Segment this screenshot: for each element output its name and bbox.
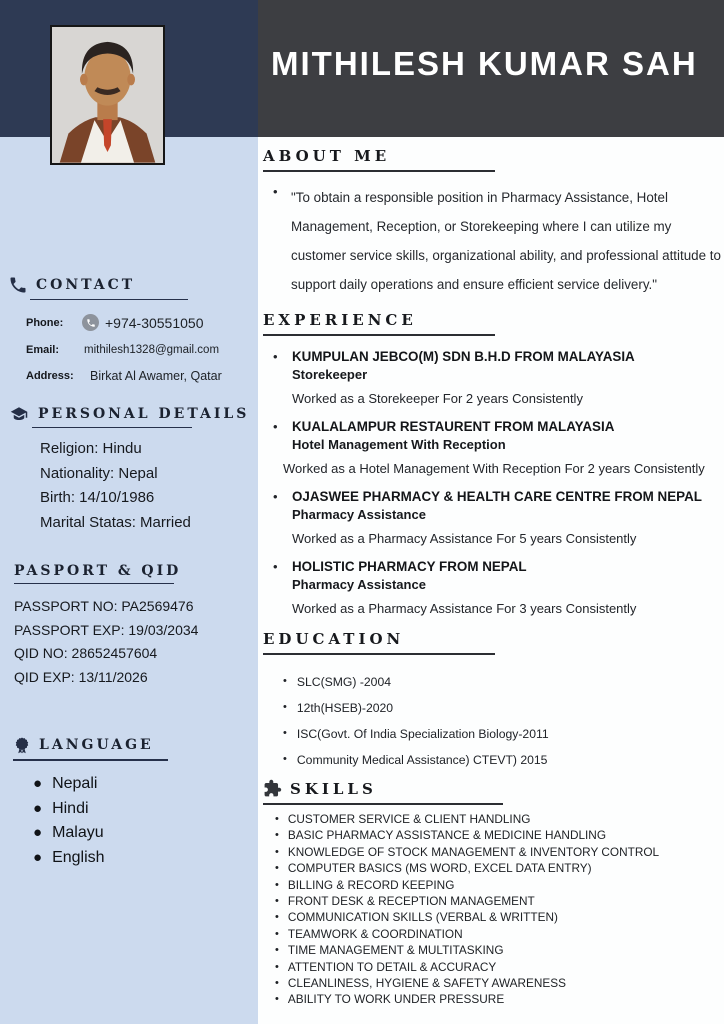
bullet: • [283, 675, 287, 687]
passport-item: PASSPORT EXP: 19/03/2034 [14, 621, 199, 638]
skills-underline [263, 803, 503, 805]
bullet: • [275, 845, 279, 858]
phone-icon [8, 275, 28, 295]
experience-item [263, 419, 724, 476]
passport-qid-title: PASPORT & QID [14, 563, 182, 579]
bullet: • [275, 895, 279, 908]
contact-title: CONTACT [36, 277, 136, 293]
puzzle-icon [263, 779, 282, 798]
passport-item: QID NO: 28652457604 [14, 645, 158, 661]
skills-section [263, 779, 724, 1008]
education-item: • 12th(HSEB)-2020 [283, 701, 394, 715]
experience-role: Storekeeper [292, 367, 368, 382]
bullet: • [275, 960, 279, 973]
personal-item: Nationality: Nepal [40, 464, 158, 482]
bullet: • [283, 727, 287, 739]
experience-company: KUALALAMPUR RESTAURENT FROM MALAYASIA [292, 419, 615, 434]
profile-photo [50, 25, 165, 165]
language-item: ● Hindi [33, 797, 258, 822]
language-underline [13, 759, 168, 761]
bullet: • [283, 701, 287, 713]
bullet: • [275, 813, 279, 825]
passport-underline [14, 583, 174, 584]
bullet: • [275, 911, 279, 924]
experience-company: HOLISTIC PHARMACY FROM NEPAL [292, 559, 527, 574]
experience-section [263, 311, 724, 616]
bullet: • [273, 489, 278, 504]
about-title: ABOUT ME [263, 147, 391, 165]
experience-item [263, 559, 724, 616]
education-title: EDUCATION [263, 630, 405, 648]
email-row [26, 344, 258, 356]
skill-item: • FRONT DESK & RECEPTION MANAGEMENT [275, 894, 535, 909]
experience-underline [263, 334, 495, 336]
personal-item: Birth: 14/10/1986 [40, 489, 155, 506]
experience-desc: Worked as a Pharmacy Assistance For 5 years Consistently [292, 531, 637, 546]
skill-item: • TIME MANAGEMENT & MULTITASKING [275, 943, 504, 958]
phone-row [26, 314, 258, 331]
email-label: Email: [26, 344, 60, 356]
experience-item [263, 349, 724, 406]
skill-item: • KNOWLEDGE OF STOCK MANAGEMENT & INVENTORY CONTROL [275, 844, 660, 859]
personal-underline [32, 427, 192, 428]
personal-item: Marital Statas: Married [40, 513, 191, 531]
skill-item: • COMPUTER BASICS (MS WORD, EXCEL DATA ENTRY) [275, 861, 592, 876]
bullet: • [283, 753, 287, 765]
language-section [0, 735, 258, 870]
email-value[interactable]: mithilesh1328@gmail.com [84, 344, 220, 356]
award-ribbon-icon [13, 735, 31, 755]
experience-company: KUMPULAN JEBCO(M) SDN B.H.D FROM MALAYASIA [292, 349, 635, 364]
education-section [263, 630, 724, 767]
experience-title: EXPERIENCE [263, 311, 417, 329]
bullet: ● [33, 775, 43, 792]
education-item: • ISC(Govt. Of India Specialization Biology-2011 [283, 727, 549, 741]
experience-desc: Worked as a Storekeeper For 2 years Consistently [292, 391, 583, 406]
address-label: Address: [26, 370, 74, 382]
experience-desc: Worked as a Pharmacy Assistance For 3 years Consistently [292, 601, 637, 616]
skill-item: • BASIC PHARMACY ASSISTANCE & MEDICINE HANDLING [275, 828, 607, 843]
passport-item: PASSPORT NO: PA2569476 [14, 598, 194, 614]
sidebar [0, 0, 258, 1024]
phone-label: Phone: [26, 316, 64, 329]
personal-details-section [0, 405, 258, 535]
phone-circle-icon [82, 314, 99, 331]
skill-item: • CUSTOMER SERVICE & CLIENT HANDLING [275, 812, 531, 826]
contact-underline [30, 299, 188, 300]
candidate-name: MITHILESH KUMAR SAH [271, 44, 698, 82]
skills-title: SKILLS [290, 779, 377, 798]
bullet: • [273, 559, 278, 574]
passport-qid-section [0, 563, 258, 689]
bullet: • [275, 993, 279, 1006]
bullet: ● [33, 799, 43, 817]
bullet: ● [33, 848, 43, 866]
about-underline [263, 170, 495, 172]
bullet: • [275, 977, 279, 990]
passport-item: QID EXP: 13/11/2026 [14, 668, 148, 685]
about-text: "To obtain a responsible position in Pharmacy Assistance, Hotel Management, Reception, or Storekeeping where I can utilize my customer service skills, organizational ability, and professional attitude to support daily operations and ensure efficient service delivery." [291, 190, 721, 292]
main-column [258, 0, 724, 1024]
education-list [263, 663, 724, 767]
experience-role: Hotel Management With Reception [292, 437, 506, 452]
about-section [263, 147, 724, 299]
experience-item [263, 489, 724, 546]
skills-list [263, 811, 724, 1008]
experience-role: Pharmacy Assistance [292, 507, 426, 522]
education-underline [263, 653, 495, 655]
personal-item: Religion: Hindu [40, 440, 142, 457]
skill-item: • BILLING & RECORD KEEPING [275, 877, 455, 892]
bullet: ● [33, 824, 43, 841]
experience-company: OJASWEE PHARMACY & HEALTH CARE CENTRE FROM NEPAL [292, 489, 702, 504]
education-item: • Community Medical Assistance) CTEVT) 2015 [283, 753, 548, 767]
portrait-illustration [52, 27, 163, 163]
experience-desc: Worked as a Hotel Management With Reception For 2 years Consistently [283, 461, 705, 476]
education-item: • SLC(SMG) -2004 [283, 675, 392, 689]
language-title: LANGUAGE [39, 737, 154, 753]
language-item: ● Malayu [33, 821, 258, 846]
bullet: • [273, 419, 278, 434]
skill-item: • CLEANLINESS, HYGIENE & SAFETY AWARENESS [275, 976, 567, 991]
language-item: ● Nepali [33, 772, 258, 797]
contact-section [0, 275, 258, 396]
skill-item: • COMMUNICATION SKILLS (VERBAL & WRITTEN) [275, 910, 558, 925]
bullet: • [275, 878, 279, 891]
bullet: • [275, 829, 279, 842]
bullet: • [275, 944, 279, 957]
bullet: • [273, 184, 278, 199]
language-list [13, 772, 258, 870]
skill-item: • TEAMWORK & COORDINATION [275, 926, 463, 941]
bullet: • [273, 349, 278, 364]
name-header [258, 0, 724, 137]
language-item: ● English [33, 846, 258, 871]
skill-item: • ATTENTION TO DETAIL & ACCURACY [275, 959, 497, 974]
experience-role: Pharmacy Assistance [292, 577, 426, 592]
address-row [26, 369, 258, 383]
skill-item: • ABILITY TO WORK UNDER PRESSURE [275, 992, 505, 1007]
bullet: • [275, 927, 279, 940]
personal-details-title: PERSONAL DETAILS [38, 406, 250, 422]
address-value: Birkat Al Awamer, Qatar [90, 369, 222, 383]
graduation-cap-icon [8, 405, 30, 423]
bullet: • [275, 862, 279, 875]
phone-value: +974-30551050 [105, 314, 204, 331]
